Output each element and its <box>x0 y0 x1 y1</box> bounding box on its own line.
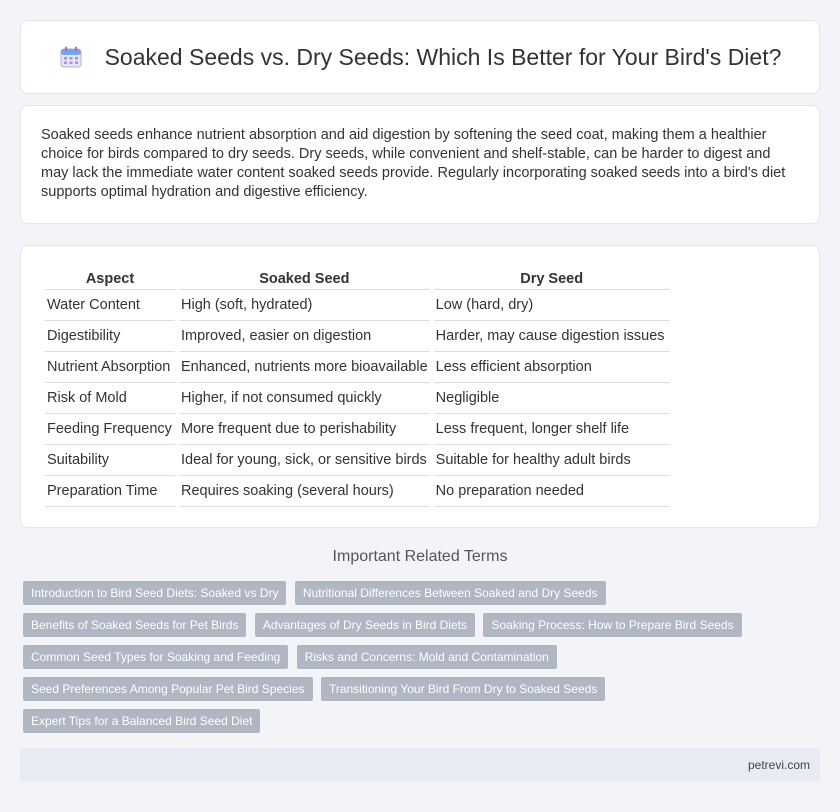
summary-text: Soaked seeds enhance nutrient absorption and aid digestion by softening the seed coat, making them a healthier choice for birds compared to dry seeds. Dry seeds, while convenient and shelf-stable, can be harder to digest and may lack the immediate water content soaked seeds provide. Regularly incorporating soaked seeds into a bird's diet supports optimal hydration and digestive efficiency. <box>41 127 786 200</box>
related-term-tag[interactable]: Introduction to Bird Seed Diets: Soaked vs Dry <box>23 581 286 605</box>
related-terms-title: Important Related Terms <box>332 548 508 565</box>
header-card <box>20 20 820 94</box>
column-header-dry: Dry Seed <box>434 262 670 290</box>
related-term-tag[interactable]: Nutritional Differences Between Soaked and Dry Seeds <box>295 581 606 605</box>
related-term-tag[interactable]: Advantages of Dry Seeds in Bird Diets <box>255 613 475 637</box>
table-cell: No preparation needed <box>434 476 670 507</box>
calendar-icon <box>59 45 83 69</box>
table-cell: Suitability <box>45 445 175 476</box>
table-cell: Ideal for young, sick, or sensitive birds <box>179 445 430 476</box>
table-row <box>45 445 670 476</box>
footer <box>20 748 820 782</box>
related-term-tag[interactable]: Risks and Concerns: Mold and Contamination <box>297 645 557 669</box>
table-cell: Feeding Frequency <box>45 414 175 445</box>
table-cell: Improved, easier on digestion <box>179 321 430 352</box>
table-row <box>45 414 670 445</box>
table-header-row <box>45 262 670 290</box>
comparison-table-card <box>20 245 820 528</box>
related-term-tag[interactable]: Benefits of Soaked Seeds for Pet Birds <box>23 613 246 637</box>
site-name[interactable]: petrevi.com <box>747 758 810 772</box>
table-cell: Harder, may cause digestion issues <box>434 321 670 352</box>
table-cell: Risk of Mold <box>45 383 175 414</box>
table-cell: High (soft, hydrated) <box>179 290 430 321</box>
table-row <box>45 476 670 507</box>
comparison-table <box>41 262 674 507</box>
table-row <box>45 290 670 321</box>
table-cell: Digestibility <box>45 321 175 352</box>
table-cell: Negligible <box>434 383 670 414</box>
table-row <box>45 352 670 383</box>
table-row <box>45 383 670 414</box>
table-cell: Nutrient Absorption <box>45 352 175 383</box>
column-header-soaked: Soaked Seed <box>179 262 430 290</box>
table-cell: Less efficient absorption <box>434 352 670 383</box>
column-header-aspect: Aspect <box>45 262 175 290</box>
related-term-tag[interactable]: Expert Tips for a Balanced Bird Seed Diet <box>23 709 260 733</box>
table-row <box>45 321 670 352</box>
page-title: Soaked Seeds vs. Dry Seeds: Which Is Better for Your Bird's Diet? <box>104 43 782 70</box>
related-term-tag[interactable]: Soaking Process: How to Prepare Bird Seeds <box>483 613 741 637</box>
related-terms-list <box>23 581 813 741</box>
table-cell: Less frequent, longer shelf life <box>434 414 670 445</box>
table-cell: Suitable for healthy adult birds <box>434 445 670 476</box>
table-cell: Enhanced, nutrients more bioavailable <box>179 352 430 383</box>
table-cell: Low (hard, dry) <box>434 290 670 321</box>
related-term-tag[interactable]: Transitioning Your Bird From Dry to Soaked Seeds <box>321 677 605 701</box>
related-term-tag[interactable]: Seed Preferences Among Popular Pet Bird Species <box>23 677 313 701</box>
table-cell: Requires soaking (several hours) <box>179 476 430 507</box>
table-cell: Water Content <box>45 290 175 321</box>
table-cell: More frequent due to perishability <box>179 414 430 445</box>
summary-card <box>20 105 820 224</box>
table-cell: Higher, if not consumed quickly <box>179 383 430 414</box>
table-cell: Preparation Time <box>45 476 175 507</box>
related-term-tag[interactable]: Common Seed Types for Soaking and Feeding <box>23 645 288 669</box>
